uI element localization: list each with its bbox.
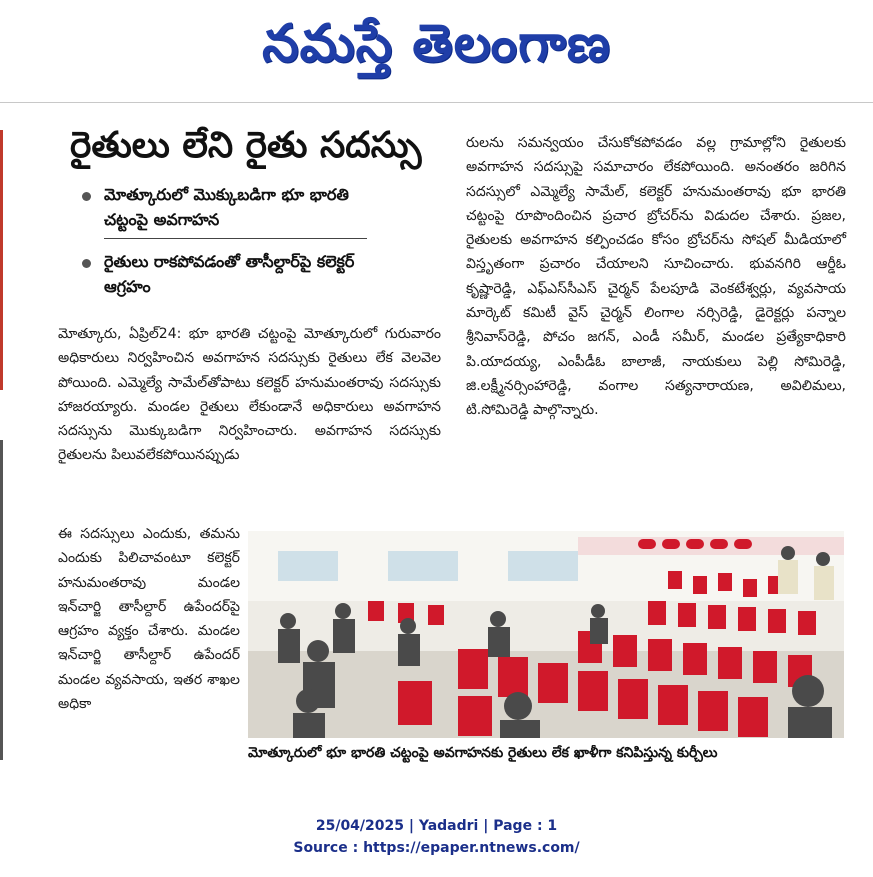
subheadline-item bbox=[82, 249, 367, 299]
subheadline-divider bbox=[104, 238, 367, 239]
masthead-title: నమస్తే తెలంగాణ bbox=[262, 13, 611, 74]
subheadline-text: మోత్కూరులో మొక్కుబడిగా భూ భారతి చట్టంపై అవగాహన bbox=[104, 185, 349, 229]
article-headline: రైతులు లేని రైతు సదస్సు bbox=[70, 125, 422, 166]
footer-edition-info: 25/04/2025 | Yadadri | Page : 1 bbox=[315, 818, 558, 834]
masthead bbox=[0, 0, 873, 100]
subheadline-item bbox=[82, 182, 367, 232]
adjacent-article-edge bbox=[0, 130, 3, 390]
article-body-narrow: ఈ సదస్సులు ఎందుకు, తమను ఎందుకు పిలిచావంటూ కలెక్టర్ హనుమంతరావు మండల ఇన్‌చార్జి తాసీల్దార్ ఉపేందర్‌పై ఆగ్రహం వ్యక్తం చేశారు. మండల ఇన్‌చార్జి తాసీల్దార్ ఉపేందర్ మండల వ్యవసాయ, ఇతర శాఖల అధికా bbox=[58, 526, 240, 713]
masthead-divider bbox=[0, 102, 873, 103]
subheadline-list bbox=[82, 182, 367, 299]
empty-chairs-photo bbox=[248, 531, 844, 738]
article-body-right: రులను సమన్వయం చేసుకోకపోవడం వల్ల గ్రామాల్లోని రైతులకు అవగాహన సదస్సుపై సమాచారం లేకపోయింది. అనంతరం జరిగిన సదస్సులో ఎమ్మెల్యే సామేల్, కలెక్టర్ హనుమంతరావు భూ భారతి చట్టంపై రూపొందించిన ప్రచార బ్రోచర్‌ను విడుదల చేశారు. ప్రజల, రైతులకు అవగాహన కల్పించడం కోసం బ్రోచర్‌ను సోషల్ మీడియాలో విస్తృతంగా ప్రచారం చేయాలని సూచించారు. భువనగిరి ఆర్డీఓ కృష్ణారెడ్డి, ఎఫ్‌ఎస్‌సీఎస్ చైర్మన్ పేలపూడి వెంకటేశ్వర్లు, వ్యవసాయ మార్కెట్ కమిటీ వైస్ చైర్మన్ లింగాల నర్సిరెడ్డి, డైరెక్టర్లు పన్నాల శ్రీనివాస్‌రెడ్డి, పోచం జగన్, ఎండీ సమీర్, మండల ప్రత్యేకాధికారి పి.యాదయ్య, ఎంపీడీఓ బాలాజీ, నాయకులు పెల్లి సోమిరెడ్డి, జి.లక్ష్మీనర్సింహారెడ్డి, వంగాల సత్యనారాయణ, అవిలిమలు, టి.సోమిరెడ్డి పాల్గొన్నారు. bbox=[466, 135, 846, 419]
article-body-left: మోత్కూరు, ఏప్రిల్24: భూ భారతి చట్టంపై మోత్కూరులో గురువారం అధికారులు నిర్వహించిన అవగాహన సదస్సుకు రైతులు లేక వెలవెల పోయింది. ఎమ్మెల్యే సామేల్‌తోపాటు కలెక్టర్ హనుమంతరావు సదస్సుకు హాజరయ్యారు. మండల రైతులు లేకుండానే అధికారులు అవగాహన సదస్సును మొక్కుబడిగా నిర్వహించారు. అవగాహన సదస్సుకు రైతులను పిలువలేకపోయినప్పుడు bbox=[58, 326, 441, 464]
adjacent-article-edge-2 bbox=[0, 440, 3, 760]
page-footer bbox=[0, 815, 873, 859]
subheadline-text: రైతులు రాకపోవడంతో తాసీల్దార్‌పై కలెక్టర్ ఆగ్రహం bbox=[104, 252, 355, 296]
photo-caption: మోత్కూరులో భూ భారతి చట్టంపై అవగాహనకు రైతులు లేక ఖాళీగా కనిపిస్తున్న కుర్చీలు bbox=[248, 745, 718, 761]
article-photo bbox=[248, 531, 844, 738]
bullet-icon bbox=[82, 192, 91, 201]
footer-source-link[interactable]: Source : https://epaper.ntnews.com/ bbox=[293, 840, 580, 856]
bullet-icon bbox=[82, 259, 91, 268]
